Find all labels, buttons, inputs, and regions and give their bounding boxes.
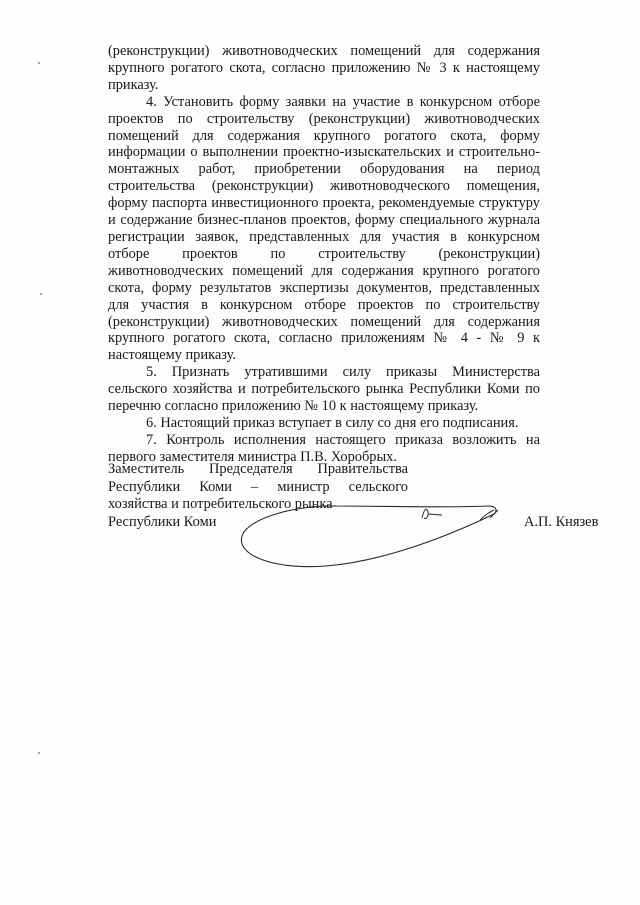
- paragraph-5: 5. Признать утратившими силу приказы Министерства сельского хозяйства и потребительского рынка Республики Коми по перечню согласно приложению № 10 к настоящему приказу.: [108, 364, 540, 415]
- scan-speck: [40, 293, 42, 295]
- signatory-title-line-3: хозяйства и потребительского рынка: [108, 496, 333, 512]
- paragraph-4: 4. Установить форму заявки на участие в конкурсном отборе проектов по строительству (реконструкции) животноводческих помещений для содержания крупного рогатого скота, форму информации о выполнении проектно-изыскательских и строительно-монтажных работ, приобретении оборудования на период строительства (реконструкции) животноводческого помещения, форму паспорта инвестиционного проекта, рекомендуемые структуру и содержание бизнес-планов проектов, форму специального журнала регистрации заявок, представленных для участия в конкурсном отборе проектов по строительству (реконструкции) животноводческих помещений для содержания крупного рогатого скота, форму результатов экспертизы документов, представленных для участия в конкурсном отборе проектов по строительству (реконструкции) животноводческих помещений для содержания крупного рогатого скота, согласно приложениям № 4 - № 9 к настоящему приказу.: [108, 93, 540, 364]
- signatory-title-line-2: Республики Коми – министр сельского: [108, 478, 408, 495]
- signatory-name: А.П. Князев: [524, 514, 599, 530]
- scan-speck: [38, 752, 40, 754]
- order-body: [108, 43, 540, 466]
- paragraph-7: 7. Контроль исполнения настоящего приказа возложить на первого заместителя министра П.В. Хоробрых.: [108, 431, 540, 465]
- signatory-title-line-1: Заместитель Председателя Правительства: [108, 461, 408, 477]
- paragraph-continuation: (реконструкции) животноводческих помещений для содержания крупного рогатого скота, согласно приложению № 3 к настоящему приказу.: [108, 43, 540, 93]
- signatory-title-line-4: Республики Коми: [108, 513, 217, 530]
- scan-speck: [38, 62, 40, 64]
- handwritten-signature: [236, 496, 506, 576]
- paragraph-6: 6. Настоящий приказ вступает в силу со дня его подписания.: [146, 414, 519, 431]
